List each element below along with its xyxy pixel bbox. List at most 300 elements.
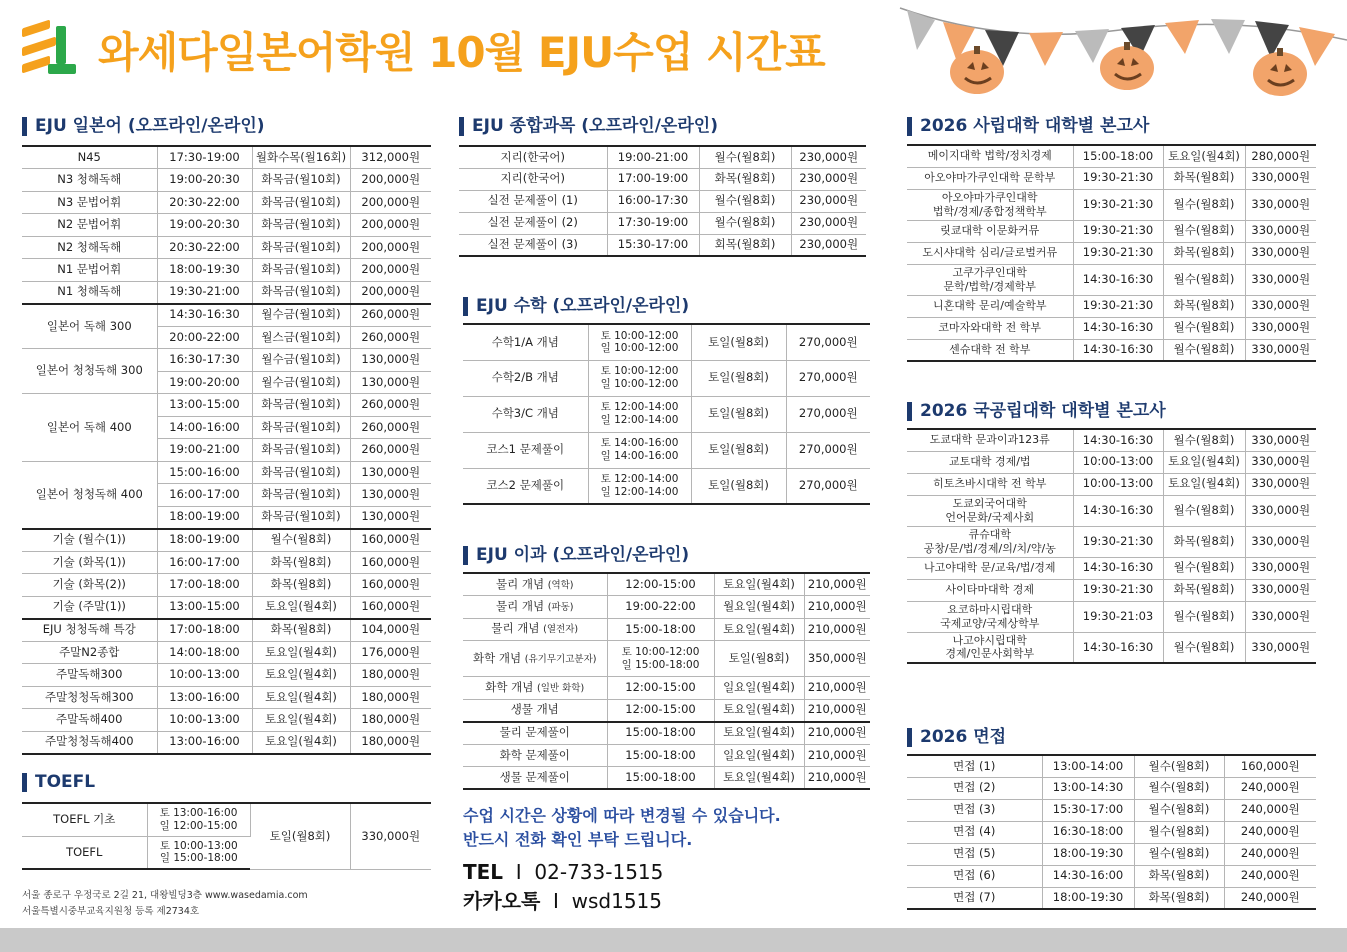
table-row	[22, 394, 431, 417]
table-row	[22, 146, 431, 169]
table-cell: 월수(월8회)	[699, 190, 791, 212]
table-cell: 16:00-17:30	[607, 190, 699, 212]
table-row	[22, 709, 431, 732]
table-cell: 19:00-22:00	[607, 596, 714, 619]
table-cell: 화목금(월10회)	[252, 236, 350, 259]
table-cell: 230,000원	[791, 234, 866, 256]
table-cell: 월수(월8회)	[1134, 843, 1224, 865]
table-cell: 19:30-21:30	[1073, 295, 1163, 317]
table-row	[22, 664, 431, 687]
table-cell: 토요일(월4회)	[714, 699, 804, 722]
table-cell: 코스2 문제풀이	[463, 468, 588, 504]
table-row	[463, 618, 870, 641]
table-cell: 14:30-16:30	[1073, 317, 1163, 339]
table-cell: TOEFL 기초	[22, 803, 147, 836]
table-cell: 14:30-16:30	[1073, 264, 1163, 295]
table-cell: 240,000원	[1224, 821, 1316, 843]
table-cell: 월수(월8회)	[1163, 601, 1245, 632]
table-cell: 월수(월8회)	[1163, 189, 1245, 220]
table-cell: 월수(월8회)	[699, 146, 791, 168]
table-cell: 화목금(월10회)	[252, 461, 350, 484]
table-cell: 월수금(월10회)	[252, 304, 350, 327]
table-cell: 화목(월8회)	[1134, 865, 1224, 887]
eju-math-table	[463, 323, 870, 505]
table-cell: 14:30-16:30	[1073, 339, 1163, 361]
table-cell: 14:30-16:00	[1042, 865, 1134, 887]
table-cell: 기술 (화목(2))	[22, 574, 157, 597]
table-cell: 월수(월8회)	[1134, 777, 1224, 799]
table-cell: 330,000원	[1245, 295, 1316, 317]
table-cell: 330,000원	[1245, 220, 1316, 242]
table-cell: 19:30-21:00	[157, 281, 252, 304]
table-cell: 270,000원	[786, 468, 870, 504]
table-cell: 면접 (5)	[907, 843, 1042, 865]
table-cell: TOEFL	[22, 836, 147, 869]
table-row	[907, 295, 1316, 317]
interview-section	[907, 726, 1316, 910]
table-cell: 토요일(월4회)	[252, 664, 350, 687]
table-cell: 토요일(월4회)	[714, 767, 804, 790]
table-cell: 생물 개념	[463, 699, 607, 722]
table-cell: 17:30-19:00	[607, 212, 699, 234]
table-row	[22, 169, 431, 192]
table-cell: 240,000원	[1224, 799, 1316, 821]
table-cell: 토일(월8회)	[691, 432, 786, 468]
table-cell: 토 10:00-12:00 일 10:00-12:00	[588, 324, 691, 360]
table-cell: 20:00-22:00	[157, 326, 252, 349]
table-cell: 200,000원	[350, 236, 431, 259]
table-cell: 15:00-18:00	[607, 618, 714, 641]
table-cell: 아오야마가쿠인대학 법학/경제/종합정책학부	[907, 189, 1073, 220]
table-cell: 화목금(월10회)	[252, 439, 350, 462]
table-cell: 일본어 독해 400	[22, 394, 157, 462]
table-cell: 15:00-18:00	[1073, 145, 1163, 167]
table-cell: 16:00-17:00	[157, 551, 252, 574]
table-row	[907, 579, 1316, 601]
table-cell: 기술 (주말(1))	[22, 596, 157, 619]
table-cell: 12:00-15:00	[607, 573, 714, 596]
table-cell: 130,000원	[350, 371, 431, 394]
table-cell: 14:30-16:30	[1073, 632, 1163, 663]
table-cell: 토 13:00-16:00 일 12:00-15:00	[147, 803, 250, 836]
table-cell: 면접 (3)	[907, 799, 1042, 821]
table-cell: 실전 문제풀이 (3)	[459, 234, 607, 256]
table-cell: 주말독해300	[22, 664, 157, 687]
table-row	[22, 236, 431, 259]
table-cell: 화목금(월10회)	[252, 506, 350, 529]
table-cell: 사이타마대학 경제	[907, 579, 1073, 601]
table-cell: 260,000원	[350, 416, 431, 439]
table-cell: 물리 개념 (열전자)	[463, 618, 607, 641]
table-row	[22, 304, 431, 327]
table-cell: 130,000원	[350, 461, 431, 484]
table-cell: 월수(월8회)	[1163, 429, 1245, 451]
table-cell: 210,000원	[804, 767, 870, 790]
toefl-section	[22, 771, 431, 870]
table-cell: 13:00-15:00	[157, 596, 252, 619]
table-cell: 19:00-21:00	[607, 146, 699, 168]
table-cell: 토 14:00-16:00 일 14:00-16:00	[588, 432, 691, 468]
table-cell: 230,000원	[791, 146, 866, 168]
table-row	[459, 234, 866, 256]
section-title: EJU 이과 (오프라인/온라인)	[463, 544, 870, 568]
table-cell: 화목(월8회)	[1163, 579, 1245, 601]
table-cell: 12:00-15:00	[607, 699, 714, 722]
table-row	[907, 821, 1316, 843]
table-row	[907, 865, 1316, 887]
table-row	[463, 767, 870, 790]
logo-icon	[22, 20, 80, 78]
table-cell: 일본어 청청독해 300	[22, 349, 157, 394]
table-cell: 180,000원	[350, 686, 431, 709]
table-row	[907, 189, 1316, 220]
table-cell: 10:00-13:00	[1073, 451, 1163, 473]
table-cell: 나고야대학 문/교육/법/경제	[907, 557, 1073, 579]
table-cell: 회목(월8회)	[699, 234, 791, 256]
table-row	[907, 887, 1316, 909]
table-cell: 330,000원	[1245, 495, 1316, 526]
table-cell: 270,000원	[786, 360, 870, 396]
table-row	[22, 191, 431, 214]
table-cell: 토요일(월4회)	[714, 573, 804, 596]
table-cell: 240,000원	[1224, 777, 1316, 799]
table-cell: 230,000원	[791, 190, 866, 212]
table-cell: 16:30-17:30	[157, 349, 252, 372]
table-row	[22, 214, 431, 237]
table-row	[22, 641, 431, 664]
table-cell: 330,000원	[1245, 242, 1316, 264]
table-cell: 나고야시립대학 경제/인문사회학부	[907, 632, 1073, 663]
table-cell: 330,000원	[1245, 601, 1316, 632]
table-cell: 월수(월8회)	[1163, 495, 1245, 526]
table-cell: 210,000원	[804, 699, 870, 722]
table-cell: 릿쿄대학 이문화커뮤	[907, 220, 1073, 242]
table-cell: 312,000원	[350, 146, 431, 169]
table-cell: 20:30-22:00	[157, 191, 252, 214]
table-cell: 230,000원	[791, 168, 866, 190]
table-cell: 물리 개념 (역학)	[463, 573, 607, 596]
table-cell: 160,000원	[350, 596, 431, 619]
table-cell: N3 문법어휘	[22, 191, 157, 214]
table-row	[463, 596, 870, 619]
table-cell: 18:00-19:30	[1042, 843, 1134, 865]
table-cell: 주말청청독해300	[22, 686, 157, 709]
table-cell: 10:00-13:00	[1073, 473, 1163, 495]
table-row	[463, 699, 870, 722]
table-cell: 160,000원	[350, 529, 431, 552]
table-row	[907, 557, 1316, 579]
bunting-flags-icon	[895, 0, 1347, 110]
table-cell: 330,000원	[1245, 451, 1316, 473]
table-row	[22, 596, 431, 619]
table-row	[907, 429, 1316, 451]
table-cell: 200,000원	[350, 169, 431, 192]
pumpkin-icon	[1100, 42, 1154, 90]
table-cell: 월수(월8회)	[1134, 755, 1224, 777]
interview-table	[907, 754, 1316, 910]
table-cell: 19:00-20:30	[157, 214, 252, 237]
table-cell: 일본어 독해 300	[22, 304, 157, 349]
table-cell: 200,000원	[350, 214, 431, 237]
table-cell: 코스1 문제풀이	[463, 432, 588, 468]
table-cell: 토 10:00-12:00 일 10:00-12:00	[588, 360, 691, 396]
table-row	[907, 495, 1316, 526]
table-cell: 도쿄대학 문과이과123류	[907, 429, 1073, 451]
table-cell: 월화수목(월16회)	[252, 146, 350, 169]
table-cell: 18:00-19:30	[1042, 887, 1134, 909]
table-cell: 15:00-18:00	[607, 722, 714, 745]
table-row	[463, 432, 870, 468]
table-cell: 도쿄외국어대학 언어문화/국제사회	[907, 495, 1073, 526]
table-cell: 화목(월8회)	[1163, 242, 1245, 264]
table-cell: 토일(월8회)	[691, 396, 786, 432]
table-cell: 230,000원	[791, 212, 866, 234]
table-cell: 월수(월8회)	[1134, 799, 1224, 821]
table-cell: 210,000원	[804, 618, 870, 641]
table-cell: 19:30-21:30	[1073, 242, 1163, 264]
table-row	[907, 799, 1316, 821]
table-cell: 10:00-13:00	[157, 664, 252, 687]
table-cell: 토 12:00-14:00 일 12:00-14:00	[588, 396, 691, 432]
table-cell: 330,000원	[1245, 167, 1316, 189]
table-cell: 토요일(월4회)	[714, 722, 804, 745]
table-cell: 토요일(월4회)	[252, 686, 350, 709]
table-cell: 수학2/B 개념	[463, 360, 588, 396]
table-cell: 화목(월8회)	[252, 574, 350, 597]
table-cell: 210,000원	[804, 722, 870, 745]
table-cell: 240,000원	[1224, 865, 1316, 887]
table-cell: 실전 문제풀이 (2)	[459, 212, 607, 234]
section-title: 2026 국공립대학 대학별 본고사	[907, 400, 1316, 424]
table-cell: 생물 문제풀이	[463, 767, 607, 790]
page-title: 와세다일본어학원 10월 EJU수업 시간표	[98, 28, 825, 77]
table-cell: 아오야마가쿠인대학 문학부	[907, 167, 1073, 189]
table-cell: 면접 (6)	[907, 865, 1042, 887]
table-cell: 14:00-16:00	[157, 416, 252, 439]
table-cell: 화목금(월10회)	[252, 484, 350, 507]
table-cell: 메이지대학 법학/정치경제	[907, 145, 1073, 167]
table-row	[907, 632, 1316, 663]
table-cell: 330,000원	[1245, 526, 1316, 557]
table-cell: 19:00-21:00	[157, 439, 252, 462]
section-title: EJU 일본어 (오프라인/온라인)	[22, 115, 431, 139]
table-cell: 월수(월8회)	[699, 212, 791, 234]
section-title: 2026 사립대학 대학별 본고사	[907, 115, 1316, 139]
eju-japanese-section	[22, 115, 431, 755]
table-row	[459, 212, 866, 234]
table-cell: 화목금(월10회)	[252, 394, 350, 417]
table-cell: 일요일(월4회)	[714, 677, 804, 700]
table-cell: 210,000원	[804, 744, 870, 767]
table-cell: 월수(월8회)	[252, 529, 350, 552]
table-cell: 주말청청독해400	[22, 731, 157, 754]
table-row	[459, 146, 866, 168]
table-row	[907, 339, 1316, 361]
table-row	[463, 641, 870, 677]
table-cell: 화목금(월10회)	[252, 281, 350, 304]
notice-text: 수업 시간은 상황에 따라 변경될 수 있습니다. 반드시 전화 확인 부탁 드립니다.	[463, 806, 781, 849]
table-cell: 330,000원	[1245, 632, 1316, 663]
table-cell: 월수(월8회)	[1163, 264, 1245, 295]
table-row	[907, 317, 1316, 339]
toefl-table	[22, 802, 431, 870]
table-cell: 월수(월8회)	[1134, 821, 1224, 843]
table-cell: 240,000원	[1224, 887, 1316, 909]
table-cell: 200,000원	[350, 259, 431, 282]
table-cell: 15:30-17:00	[1042, 799, 1134, 821]
table-cell: 큐슈대학 공창/문/법/경제/의/치/약/농	[907, 526, 1073, 557]
table-cell: 240,000원	[1224, 843, 1316, 865]
table-cell: 19:00-20:30	[157, 169, 252, 192]
table-cell: 14:00-18:00	[157, 641, 252, 664]
table-row	[907, 264, 1316, 295]
table-row	[22, 349, 431, 372]
table-cell: 히토츠바시대학 전 학부	[907, 473, 1073, 495]
table-cell: 수학1/A 개념	[463, 324, 588, 360]
table-cell: 월수(월8회)	[1163, 632, 1245, 663]
table-cell: 15:30-17:00	[607, 234, 699, 256]
table-cell: 130,000원	[350, 349, 431, 372]
table-cell: 130,000원	[350, 484, 431, 507]
table-cell: 화목(월8회)	[1163, 167, 1245, 189]
table-cell: 210,000원	[804, 596, 870, 619]
section-title: EJU 수학 (오프라인/온라인)	[463, 295, 870, 319]
table-cell: 19:30-21:30	[1073, 189, 1163, 220]
table-cell: 18:00-19:00	[157, 529, 252, 552]
section-title: 2026 면접	[907, 726, 1316, 750]
table-row	[907, 451, 1316, 473]
table-cell: 15:00-18:00	[607, 767, 714, 790]
table-cell: 17:00-18:00	[157, 574, 252, 597]
table-cell: 화학 개념 (유기무기고분자)	[463, 641, 607, 677]
table-cell: 실전 문제풀이 (1)	[459, 190, 607, 212]
table-cell: 16:00-17:00	[157, 484, 252, 507]
table-cell: 토요일(월4회)	[1163, 145, 1245, 167]
table-row	[22, 619, 431, 642]
table-cell: 330,000원	[1245, 429, 1316, 451]
table-cell: 18:00-19:30	[157, 259, 252, 282]
table-cell: 월수(월8회)	[1163, 220, 1245, 242]
table-cell: 330,000원	[1245, 264, 1316, 295]
table-row	[907, 145, 1316, 167]
table-row	[907, 473, 1316, 495]
table-cell: 면접 (1)	[907, 755, 1042, 777]
table-cell: 19:30-21:03	[1073, 601, 1163, 632]
eju-japanese-table	[22, 145, 431, 755]
table-cell: 기술 (화목(1))	[22, 551, 157, 574]
address: 서울 종로구 우정국로 2길 21, 대왕빌딩3층 www.wasedamia.com 서울특별시중부교육지원청 등록 제2734호	[22, 890, 308, 917]
table-cell: 교토대학 경제/법	[907, 451, 1073, 473]
table-cell: 17:30-19:00	[157, 146, 252, 169]
public-univ-section	[907, 400, 1316, 664]
table-cell: 18:00-19:00	[157, 506, 252, 529]
table-cell: 19:30-21:30	[1073, 167, 1163, 189]
table-cell: 280,000원	[1245, 145, 1316, 167]
table-cell: 160,000원	[350, 574, 431, 597]
table-row	[22, 529, 431, 552]
table-cell: 17:00-18:00	[157, 619, 252, 642]
eju-science-section	[463, 544, 870, 790]
table-row	[907, 220, 1316, 242]
table-cell: 180,000원	[350, 709, 431, 732]
table-cell: N2 청해독해	[22, 236, 157, 259]
table-cell: 180,000원	[350, 664, 431, 687]
table-row	[907, 167, 1316, 189]
table-cell: 지리(한국어)	[459, 168, 607, 190]
table-cell: 20:30-22:00	[157, 236, 252, 259]
table-row	[459, 168, 866, 190]
table-cell: 월수금(월10회)	[252, 371, 350, 394]
eju-math-section	[463, 295, 870, 505]
table-cell: 210,000원	[804, 677, 870, 700]
table-cell: 330,000원	[1245, 473, 1316, 495]
table-cell: 화학 개념 (일반 화학)	[463, 677, 607, 700]
table-cell: 화목(월8회)	[1163, 295, 1245, 317]
table-cell: 15:00-16:00	[157, 461, 252, 484]
table-cell: 월수금(월10회)	[252, 349, 350, 372]
table-cell: 화목금(월10회)	[252, 191, 350, 214]
table-cell: EJU 청청독해 특강	[22, 619, 157, 642]
table-cell: 면접 (7)	[907, 887, 1042, 909]
table-cell: N2 문법어휘	[22, 214, 157, 237]
table-cell: 200,000원	[350, 281, 431, 304]
table-row	[22, 731, 431, 754]
table-cell: 화목(월8회)	[699, 168, 791, 190]
table-cell: 260,000원	[350, 304, 431, 327]
table-row	[907, 843, 1316, 865]
table-cell: N45	[22, 146, 157, 169]
table-cell: 화학 문제풀이	[463, 744, 607, 767]
table-cell: 코마자와대학 전 학부	[907, 317, 1073, 339]
table-cell: 화목(월8회)	[252, 551, 350, 574]
table-cell: 니혼대학 문리/예술학부	[907, 295, 1073, 317]
table-cell: 19:30-21:30	[1073, 220, 1163, 242]
table-cell: 월요일(월4회)	[714, 596, 804, 619]
table-cell: 14:30-16:30	[1073, 557, 1163, 579]
table-cell: 180,000원	[350, 731, 431, 754]
table-cell: 면접 (2)	[907, 777, 1042, 799]
table-cell: 130,000원	[350, 506, 431, 529]
table-cell: 13:00-14:00	[1042, 755, 1134, 777]
private-univ-table	[907, 144, 1316, 362]
footer-bar	[0, 928, 1347, 952]
table-row	[907, 242, 1316, 264]
table-cell: 16:30-18:00	[1042, 821, 1134, 843]
table-cell: 270,000원	[786, 432, 870, 468]
table-cell: 104,000원	[350, 619, 431, 642]
table-cell: 화목금(월10회)	[252, 214, 350, 237]
table-cell: N1 청해독해	[22, 281, 157, 304]
table-cell: 19:00-20:00	[157, 371, 252, 394]
table-row	[463, 360, 870, 396]
table-cell: 19:30-21:30	[1073, 526, 1163, 557]
table-cell: 210,000원	[804, 573, 870, 596]
section-title: TOEFL	[22, 771, 431, 795]
table-cell: 260,000원	[350, 326, 431, 349]
table-cell: 주말독해400	[22, 709, 157, 732]
table-cell: 면접 (4)	[907, 821, 1042, 843]
kakao-line: 카카오톡 I wsd1515	[463, 889, 662, 913]
table-cell: 월수(월8회)	[1163, 557, 1245, 579]
table-row	[463, 744, 870, 767]
table-cell: 330,000원	[1245, 189, 1316, 220]
table-cell: 일본어 청청독해 400	[22, 461, 157, 529]
table-cell: N3 청해독해	[22, 169, 157, 192]
table-row	[22, 686, 431, 709]
table-cell: 지리(한국어)	[459, 146, 607, 168]
table-row	[22, 281, 431, 304]
table-cell: 화목금(월10회)	[252, 169, 350, 192]
